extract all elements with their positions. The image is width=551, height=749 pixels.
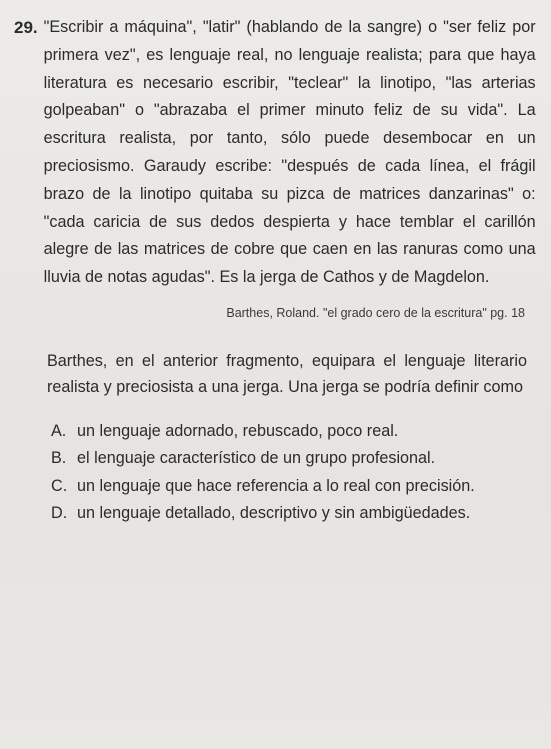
answer-options (47, 420, 527, 525)
question-prompt: Barthes, en el anterior fragmento, equipara el lenguaje literario realista y preciosista a una jerga. Una jerga se podría definir como (47, 351, 527, 396)
question-number: 29. (14, 18, 38, 37)
option-letter: D. (51, 504, 68, 523)
option-a[interactable] (47, 420, 527, 443)
option-text: un lenguaje adornado, rebuscado, poco real. (77, 421, 399, 440)
passage-citation: Barthes, Roland. "el grado cero de la escritura" pg. 18 (226, 305, 525, 320)
option-b[interactable] (47, 447, 527, 470)
option-c[interactable] (47, 475, 527, 498)
option-d[interactable] (47, 502, 527, 525)
option-text: un lenguaje que hace referencia a lo real con precisión. (77, 476, 475, 495)
option-letter: C. (51, 476, 68, 495)
option-text: el lenguaje característico de un grupo profesional. (77, 449, 436, 468)
question-passage: "Escribir a máquina", "latir" (hablando de la sangre) o "ser feliz por primera vez", es lenguaje real, no lenguaje realista; para que haya literatura es necesario escribir, "teclear" la linotipo, "las arterias golpeaban" o "abrazaba el primer minuto feliz de su vida". La escritura realista, por tanto, sólo puede desembocar en un preciosismo. Garaudy escribe: "después de cada línea, el frágil brazo de la linotipo quitaba su pizca de matrices danzarinas" o: "cada caricia de sus dedos despierta y hace temblar el carillón alegre de las matrices de cobre que caen en las ranuras como una lluvia de notas agudas". Es la jerga de Cathos y de Magdelon. (43, 18, 536, 287)
option-letter: A. (51, 421, 67, 440)
option-letter: B. (51, 449, 67, 468)
question-block (14, 14, 537, 292)
option-text: un lenguaje detallado, descriptivo y sin ambigüedades. (77, 504, 471, 523)
